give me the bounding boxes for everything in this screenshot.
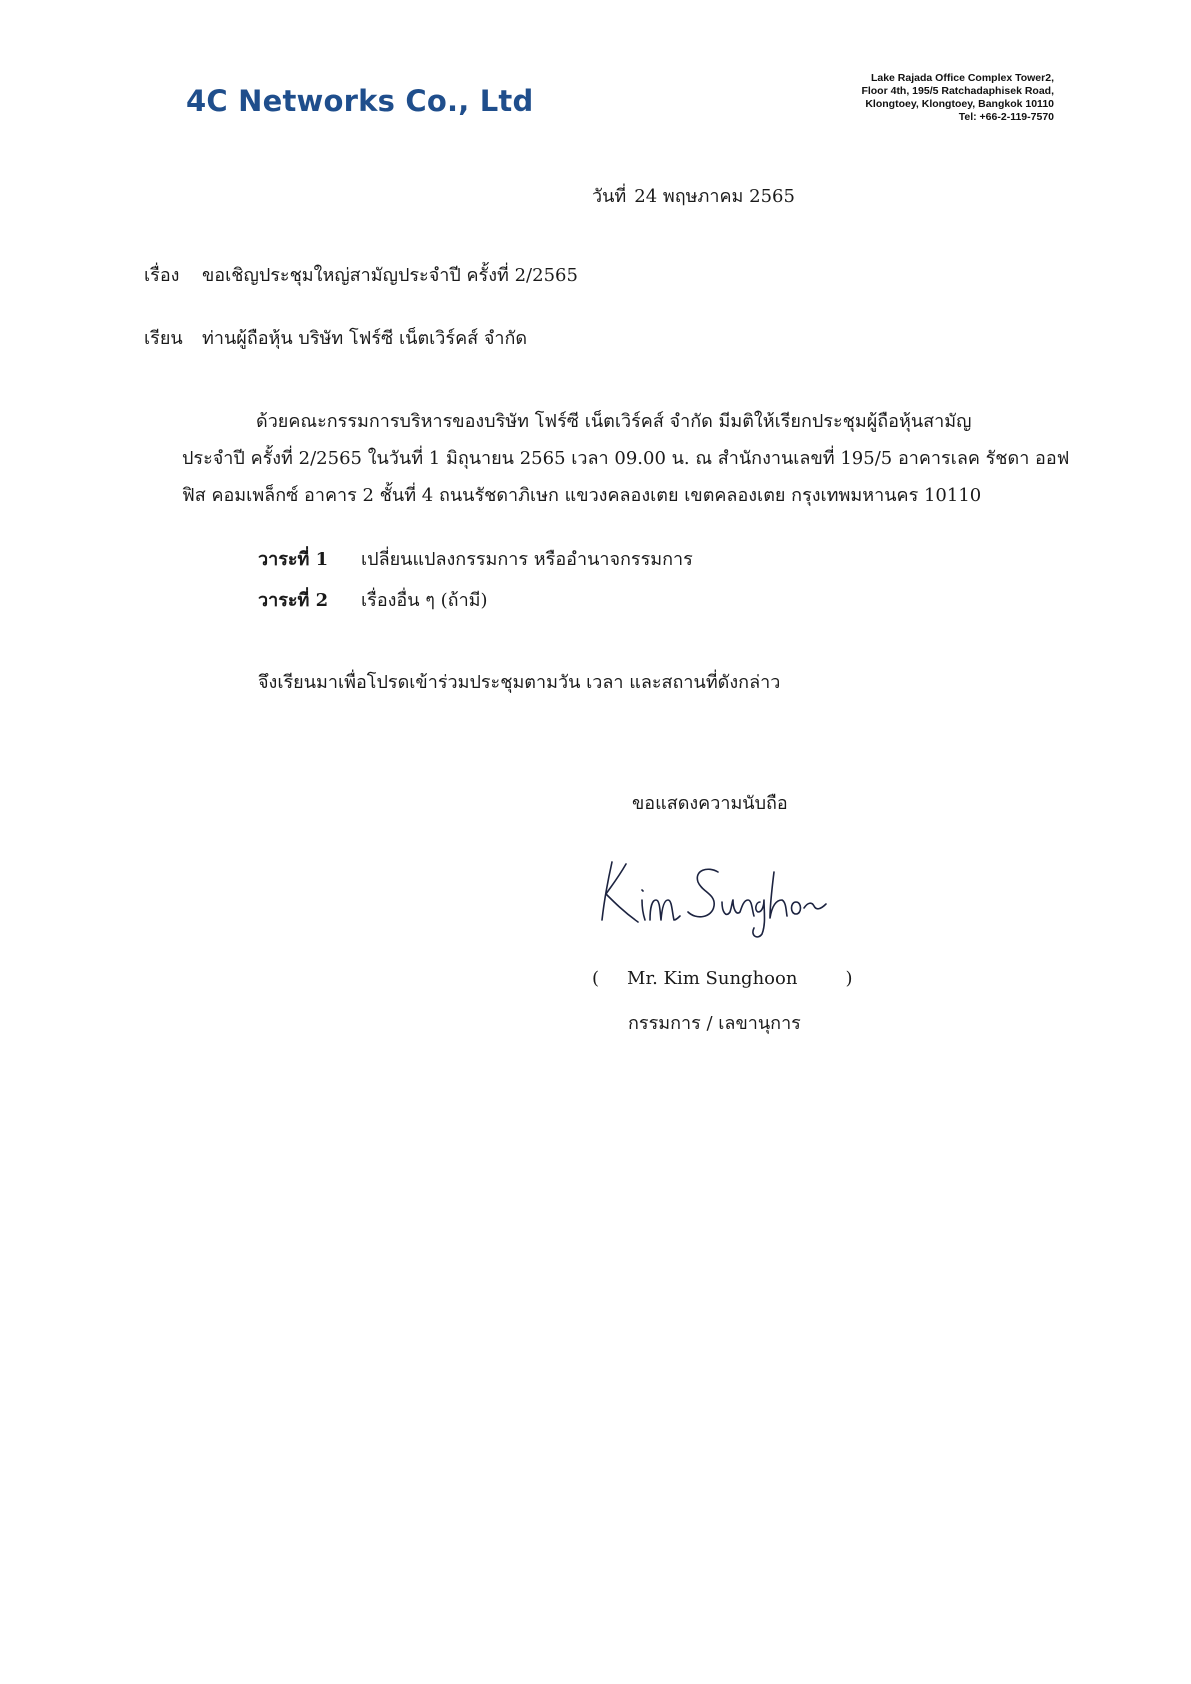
subject-label: เรื่อง	[144, 265, 180, 286]
signer-name-block	[592, 968, 852, 989]
paren-open: (	[592, 968, 600, 989]
date-value: 24 พฤษภาคม 2565	[634, 186, 795, 207]
signer-position: กรรมการ / เลขานุการ	[628, 1013, 801, 1034]
company-address	[734, 72, 1054, 124]
address-phone: Tel: +66-2-119-7570	[958, 111, 1054, 123]
agenda-label: วาระที่ 1	[258, 549, 329, 570]
recipient-text: ท่านผู้ถือหุ้น บริษัท โฟร์ซี เน็ตเวิร์คส์ จำกัด	[202, 328, 528, 349]
body-line: ประจำปี ครั้งที่ 2/2565 ในวันที่ 1 มิถุนายน 2565 เวลา 09.00 น. ณ สำนักงานเลขที่ 195/5 อาคารเลค รัชดา ออฟ	[182, 448, 1070, 469]
recipient-label: เรียน	[144, 328, 183, 349]
agenda-label: วาระที่ 2	[258, 590, 329, 611]
agenda-text: เปลี่ยนแปลงกรรมการ หรืออำนาจกรรมการ	[361, 549, 693, 570]
letter-recipient	[144, 323, 527, 352]
date-label: วันที่	[592, 186, 627, 207]
body-line: ด้วยคณะกรรมการบริหารของบริษัท โฟร์ซี เน็ตเวิร์คส์ จำกัด มีมติให้เรียกประชุมผู้ถือหุ้นสามัญ	[256, 411, 972, 432]
letter-subject	[144, 260, 578, 289]
address-line: Floor 4th, 195/5 Ratchadaphisek Road,	[861, 85, 1054, 97]
regards: ขอแสดงความนับถือ	[632, 793, 788, 814]
closing-sentence: จึงเรียนมาเพื่อโปรดเข้าร่วมประชุมตามวัน เวลา และสถานที่ดังกล่าว	[258, 672, 781, 693]
address-line: Lake Rajada Office Complex Tower2,	[870, 72, 1054, 84]
paren-close: )	[845, 968, 853, 989]
signer-name: Mr. Kim Sunghoon	[627, 968, 798, 989]
handwritten-signature	[590, 850, 830, 940]
body-line: ฟิส คอมเพล็กซ์ อาคาร 2 ชั้นที่ 4 ถนนรัชดาภิเษก แขวงคลองเตย เขตคลองเตย กรุงเทพมหานคร 10110	[182, 485, 982, 506]
agenda-item	[258, 544, 693, 573]
address-line: Klongtoey, Klongtoey, Bangkok 10110	[865, 98, 1054, 110]
letter-date	[592, 181, 803, 210]
company-name: 4C Networks Co., Ltd	[186, 84, 534, 118]
subject-text: ขอเชิญประชุมใหญ่สามัญประจำปี ครั้งที่ 2/2565	[202, 265, 578, 286]
agenda-item	[258, 585, 488, 614]
letter-body	[182, 403, 1070, 514]
agenda-text: เรื่องอื่น ๆ (ถ้ามี)	[361, 590, 488, 611]
